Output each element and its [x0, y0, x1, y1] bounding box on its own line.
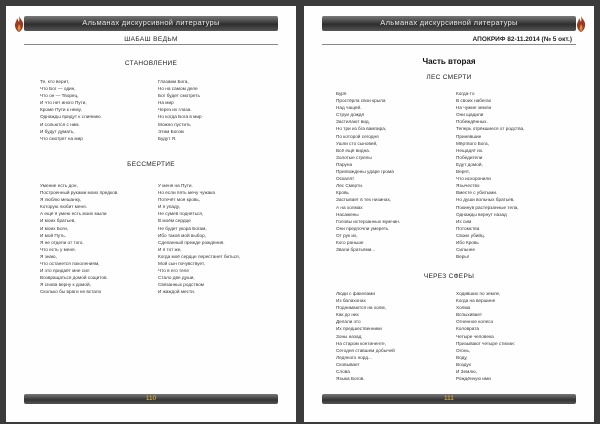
- poem-line: Как до них: [336, 312, 359, 318]
- poem-line: И Землю,: [456, 369, 477, 375]
- poem-line: Сделанный прежде рождения.: [158, 239, 225, 245]
- poem-line: Они щадили: [456, 112, 484, 118]
- poem-line: Ходивших по земле,: [456, 291, 501, 296]
- poem-line: Сегодня ставшем добычей: [336, 347, 395, 353]
- poem-line: Возвращаться домой сощитов.: [40, 275, 108, 281]
- poem-line: Победители: [456, 154, 483, 160]
- poem-line: Ледяного норд...: [336, 354, 372, 360]
- poem-column-right: [456, 90, 574, 260]
- poem-line: Призывают четыре стихии:: [456, 340, 515, 346]
- poem-line: Веры!: [456, 254, 470, 260]
- poem-line: На чужие земли: [456, 105, 492, 111]
- poem-line: Те, кто верит,: [40, 79, 70, 84]
- poem-title: ЧЕРЕЗ СФЕРЫ: [423, 273, 475, 280]
- poem-column-right: [158, 182, 276, 296]
- poem-line: От рук их,: [336, 232, 358, 238]
- poem-line: Кровь: [336, 190, 349, 196]
- poem-line: Верят,: [456, 169, 470, 175]
- poem-line: Оскалят: [336, 176, 355, 182]
- poem-line: Не будет укора Богам,: [158, 225, 207, 231]
- poem-line: Но если пять мечу чужака: [158, 190, 215, 196]
- poem-line: Простёрла свои крыла: [336, 98, 386, 104]
- poem-line: Своих убийц.: [456, 232, 485, 238]
- poem-line: Но три из бга вампира,: [336, 126, 387, 132]
- poem-line: Воздух: [456, 361, 472, 367]
- poem-line: Бог будет смотреть: [158, 93, 200, 99]
- poem-line: Мёртвого Бога,: [456, 140, 489, 146]
- poem-line: Мой сын почувствует,: [158, 261, 205, 267]
- poem-column-left: [40, 182, 158, 296]
- poem-line: Но души вольных братьев,: [456, 197, 515, 203]
- poem-line: Что Бог — один,: [40, 86, 76, 92]
- poem-line: Что он — Творец,: [40, 93, 79, 99]
- poem-line: Сколько бы враги не встало: [40, 289, 102, 295]
- poem-line: Покинув растерзанные тела,: [456, 204, 519, 210]
- poem-line: Вместе с убитыми.: [456, 190, 498, 196]
- poem-line: Кроме Пути к нему,: [40, 107, 82, 113]
- poem-line: И мой Путь.: [40, 232, 67, 238]
- poem-line: Потечёт моя кровь,: [158, 197, 201, 203]
- poem-line: Струи дождя: [336, 112, 365, 118]
- poem-line: Пригвождены ударе грома: [336, 169, 394, 175]
- poem-line: И сольются с ним.: [40, 121, 80, 127]
- poem-line: Кого раньше: [336, 239, 364, 245]
- poem-line: Четыре человека: [456, 333, 494, 339]
- poem-line: Огненное колесо: [456, 319, 494, 325]
- poem-column-left: [336, 290, 451, 382]
- page-footer-bar: [322, 394, 576, 404]
- poem-line: Умение есть дон,: [40, 183, 78, 188]
- poem-line: Застилают вид.: [336, 119, 370, 125]
- poem-column-left: [336, 90, 451, 253]
- poem-title: ЛЕС СМЕРТИ: [426, 74, 472, 81]
- running-head: АПОКРИФ 82-11.2014 (№ 5 окт.): [472, 36, 572, 43]
- page-number: 111: [444, 395, 454, 402]
- running-head: ШАБАШ ВЕДЬМ: [124, 36, 178, 43]
- poem-line: Ушли сто сыновей,: [336, 140, 378, 146]
- poem-line: Что в его теле: [158, 268, 189, 274]
- poem-line: Они предпочли умереть: [336, 225, 389, 231]
- poem-line: Воду,: [456, 354, 468, 360]
- poem-line: Потомства: [456, 225, 480, 231]
- poem-line: Язычество: [456, 183, 480, 189]
- poem-line: Принявшие: [456, 133, 482, 139]
- poem-line: Что смотрят на мир: [40, 135, 83, 141]
- poem-line: И что нет иного Пути,: [40, 100, 87, 106]
- left-page: [6, 6, 296, 422]
- poem-line: Стало две души,: [158, 275, 195, 281]
- poem-line: И я упаду,: [158, 204, 180, 210]
- poem-line: Теперь отрёкшиеся от родства,: [456, 126, 525, 132]
- poem-line: Из балахонах: [336, 298, 366, 304]
- poem-line: Связанных родством: [158, 282, 204, 288]
- right-page: [304, 6, 594, 422]
- poem-line: По которой сегодня: [336, 133, 379, 139]
- poem-line: Что исхоронили: [456, 176, 491, 182]
- poem-line: И будут думать,: [40, 128, 75, 134]
- header-title: Альманах дискурсивной литературы: [380, 18, 518, 27]
- header-title: Альманах дискурсивной литературы: [82, 18, 220, 27]
- poem-line: Но когда Бога в мир: [158, 114, 202, 120]
- poem-line: Вспыхивает: [456, 312, 482, 318]
- page-number: 110: [145, 395, 157, 402]
- page-header-bar: [24, 16, 278, 31]
- poem-line: Глазами Бога,: [158, 79, 189, 84]
- poem-line: Через их глаза.: [158, 107, 192, 113]
- poem-line: Я снова верну к домой,: [40, 282, 91, 288]
- poem-line: Люди с факелами: [336, 291, 375, 296]
- poem-line: Поднимаются на холм,: [336, 305, 386, 311]
- poem-line: Построенный руками моих предков.: [40, 190, 119, 196]
- poem-line: Однажды вернут назад: [456, 211, 507, 217]
- poem-column-right: [158, 78, 268, 142]
- poem-line: А на холмах: [336, 204, 363, 210]
- poem-line: У меня на Пути.: [158, 183, 193, 188]
- poem-column-right: [456, 290, 574, 382]
- page-footer-bar: [24, 394, 278, 404]
- poem-line: И жаждой мести.: [158, 289, 196, 295]
- poem-line: В моём сердце: [158, 218, 191, 224]
- poem-line: Будут Я.: [158, 135, 177, 141]
- poem-line: Буря: [336, 91, 347, 96]
- poem-line: Сковывает: [336, 361, 360, 367]
- poem-line: Их сим: [456, 218, 472, 224]
- poem-line: Золотые стрелы: [336, 154, 372, 160]
- poem-line: Звали братьями...: [336, 247, 376, 253]
- poem-line: Рождённую ими: [456, 376, 491, 382]
- poem-line: На старом континенте,: [336, 340, 386, 346]
- poem-line: Побеждённых.: [456, 119, 488, 125]
- poem-line: Когда на вершине: [456, 298, 496, 304]
- poem-line: Но на самом деле: [158, 86, 198, 92]
- poem-line: Ибо таков мой выбор,: [158, 232, 206, 238]
- header-divider: [322, 44, 576, 45]
- poem-column-left: [40, 78, 150, 142]
- poem-line: Этим Богом: [158, 128, 184, 134]
- poem-line: Слова: [336, 369, 350, 375]
- part-title: Часть вторая: [422, 57, 476, 66]
- poem-line: Что останется поколениям,: [40, 261, 100, 267]
- header-divider: [24, 44, 278, 45]
- poem-title: СТАНОВЛЕНИЕ: [124, 60, 178, 67]
- poem-line: Насажены: [336, 211, 359, 217]
- poem-line: И моих Боги,: [40, 225, 69, 231]
- poem-line: Я люблю мешанку,: [40, 197, 82, 203]
- poem-line: Можно пустить: [158, 121, 191, 127]
- poem-line: Я знаю,: [40, 253, 57, 259]
- poem-line: Коловрата: [456, 326, 479, 332]
- page-header-bar: [322, 16, 576, 31]
- poem-line: Языка Богов.: [336, 376, 365, 382]
- poem-line: В своих набегах: [456, 98, 492, 104]
- poem-line: Я не отдели от того,: [40, 239, 84, 245]
- poem-line: На мир: [158, 100, 174, 106]
- poem-line: Делали это: [336, 319, 361, 325]
- poem-line: Не сумев подняться,: [158, 211, 204, 217]
- poem-line: Над чащей.: [336, 105, 362, 111]
- poem-line: А ещё я умею есть моих мыли: [40, 211, 107, 217]
- poem-line: Холма: [456, 305, 471, 311]
- poem-line: Что есть у меня.: [40, 246, 76, 252]
- poem-line: Головы истерзанных мужчин.: [336, 218, 401, 224]
- poem-line: Паруна: [336, 161, 353, 167]
- poem-line: Огонь,: [456, 347, 471, 353]
- poem-line: Сильнее: [456, 247, 475, 253]
- poem-line: Лес Смерти.: [336, 183, 364, 189]
- poem-line: Когда-то: [456, 91, 475, 96]
- poem-title: БЕССМЕРТИЕ: [127, 161, 175, 168]
- flame-emblem-icon: [574, 15, 588, 33]
- poem-line: И это придаёт мне сил: [40, 268, 90, 274]
- poem-line: И я тот же,: [158, 246, 182, 252]
- poem-line: Застывает в тех низинах,: [336, 197, 392, 203]
- poem-line: Всё ещё видна.: [336, 147, 371, 153]
- poem-line: Которую любит меня.: [40, 204, 87, 210]
- poem-line: Их предшественники: [336, 326, 382, 332]
- poem-line: Зоны назад.: [336, 333, 363, 339]
- poem-line: Когда моё сердце перестанет биться,: [158, 253, 240, 259]
- poem-line: Однажды придут к слиянию: [40, 114, 101, 120]
- poem-line: Едут домой,: [456, 161, 483, 167]
- poem-line: Ибо Кровь: [456, 239, 479, 245]
- poem-line: Нещадят их.: [456, 147, 484, 153]
- poem-line: И моих братьев,: [40, 218, 76, 224]
